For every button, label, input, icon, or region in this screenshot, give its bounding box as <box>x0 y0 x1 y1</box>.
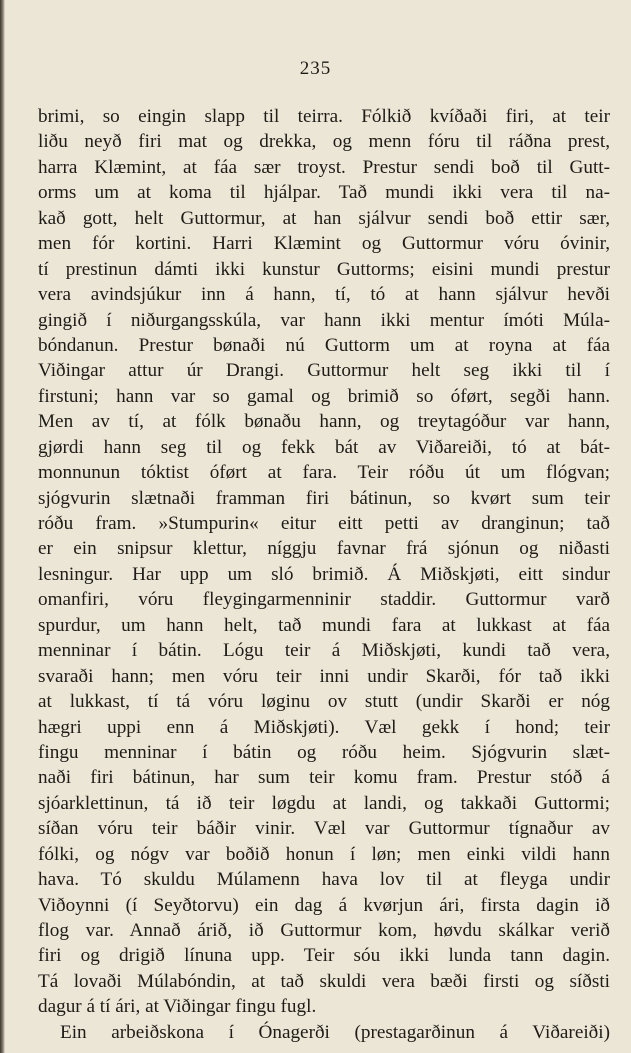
text-line: gjørdi hann seg til og fekk bát av Viðareiði, tó at bát- <box>38 436 610 458</box>
text-line: svaraði hann; men vóru teir inni undir Skarði, fór tað ikki <box>38 665 610 687</box>
text-line: fólki, og nógv var boðið honun í løn; men einki vildi hann <box>38 843 610 865</box>
text-line: brimi, so eingin slapp til teirra. Fólkið kvíðaði firi, at teir <box>38 106 610 127</box>
text-line: sjógvurin slætnaði framman firi bátinun, so kvørt sum teir <box>38 487 610 509</box>
text-line: Viðingar attur úr Drangi. Guttormur helt seg ikki til í <box>38 360 610 382</box>
text-line: síðan vóru teir báðir vinir. Væl var Guttormur tígnaður av <box>38 818 610 840</box>
text-line: fingu menninar í bátin og róðu heim. Sjógvurin slæt- <box>38 741 610 763</box>
text-line: orms um at koma til hjálpar. Tað mundi ikki vera til na- <box>38 182 610 204</box>
text-line: Men av tí, at fólk bønaðu hann, og treytagóður var hann, <box>38 411 610 433</box>
text-line: kað gott, helt Guttormur, at han sjálvur sendi boð ettir sær, <box>38 207 610 229</box>
text-line: gingið í niðurgangsskúla, var hann ikki mentur ímóti Múla- <box>38 309 610 331</box>
text-line: omanfiri, vóru fleygingarmenninir staddir. Guttormur varð <box>38 589 610 611</box>
paragraph-end-line: dagur á tí ári, at Viðingar fingu fugl. <box>38 996 317 1018</box>
text-line: harra Klæmint, at fáa sær troyst. Prestur sendi boð til Gutt- <box>38 156 610 178</box>
text-line: Tá lovaði Múlabóndin, at tað skuldi vera bæði firsti og síðsti <box>38 970 610 992</box>
text-line: liðu neyð firi mat og drekka, og menn fóru til ráðna prest, <box>38 131 610 153</box>
text-line: hægri uppi enn á Miðskjøti). Væl gekk í hond; teir <box>38 716 610 738</box>
body-text <box>38 104 610 1045</box>
text-line: er ein snipsur klettur, níggju favnar frá sjónun og niðasti <box>38 538 610 560</box>
text-line: Viðoynni (í Seyðtorvu) ein dag á kvørjun ári, firsta dagin ið <box>38 894 610 916</box>
text-line: sjóarklettinun, tá ið teir løgdu at landi, og takkaði Guttormi; <box>38 792 610 814</box>
text-line: firi og drigið línuna upp. Teir sóu ikki lunda tann dagin. <box>38 945 610 967</box>
text-line: naði firi bátinun, har sum teir komu fram. Prestur stóð á <box>38 767 610 789</box>
text-line: men fór kortini. Harri Klæmint og Guttormur vóru óvinir, <box>38 233 610 255</box>
text-line: bóndanun. Prestur bønaði nú Guttorm um at royna at fáa <box>38 334 610 356</box>
text-line: flog var. Annað árið, ið Guttormur kom, høvdu skálkar verið <box>38 920 610 941</box>
text-line: tí prestinun dámti ikki kunstur Guttorms; eisini mundi prestur <box>38 258 610 280</box>
text-line: spurdur, um hann helt, tað mundi fara at lukkast at fáa <box>38 614 610 636</box>
text-line: hava. Tó skuldu Múlamenn hava lov til at fleyga undir <box>38 869 610 891</box>
paragraph-start-line: Ein arbeiðskona í Ónagerði (prestagarðinun á Viðareiði) <box>60 1021 610 1043</box>
text-line: monnunun tóktist óført at fara. Teir róðu út um flógvan; <box>38 462 610 484</box>
text-line: lesningur. Har upp um sló brimið. Á Miðskjøti, eitt sindur <box>38 563 610 585</box>
text-line: menninar í bátin. Lógu teir á Miðskjøti, kundi tað vera, <box>38 640 610 662</box>
text-line: at lukkast, tí tá vóru løginu ov stutt (undir Skarði er nóg <box>38 691 610 713</box>
text-line: firstuni; hann var so gamal og brimið so óført, segði hann. <box>38 385 610 407</box>
page-number: 235 <box>299 58 332 79</box>
page-binding-edge <box>0 0 5 1053</box>
text-line: vera avindsjúkur inn á hann, tí, tó at hann sjálvur hevði <box>38 284 610 306</box>
text-line: róðu fram. »Stumpurin« eitur eitt petti av dranginun; tað <box>38 513 610 534</box>
